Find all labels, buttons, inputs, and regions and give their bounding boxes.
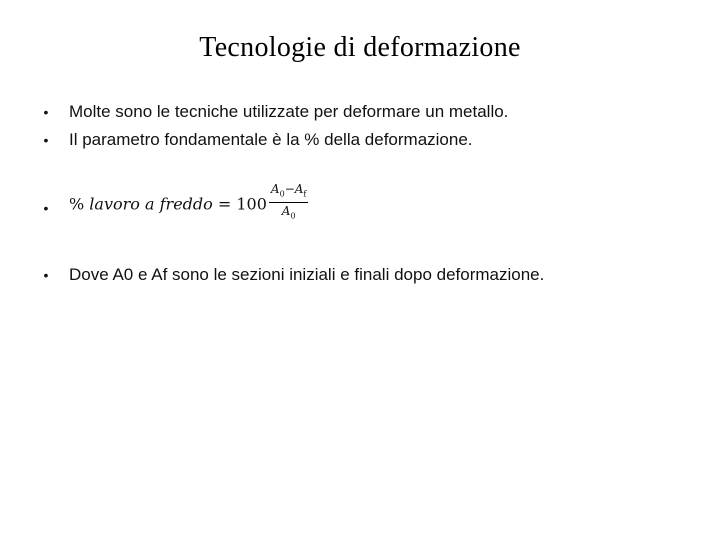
numerator-minus: − bbox=[284, 182, 295, 196]
numerator-b: A bbox=[294, 182, 304, 196]
bullet-item bbox=[0, 261, 720, 289]
bullet-marker: • bbox=[43, 132, 49, 148]
numerator-a: A bbox=[270, 182, 280, 196]
bullet-marker: • bbox=[43, 200, 49, 216]
formula-equals: = bbox=[217, 194, 232, 214]
bullet-marker: • bbox=[43, 267, 49, 283]
numerator-a-sub: 0 bbox=[279, 189, 285, 199]
formula-coefficient: 100 bbox=[236, 194, 267, 214]
bullet-marker: • bbox=[43, 104, 49, 120]
numerator-b-sub: f bbox=[303, 189, 307, 199]
formula-percent: % bbox=[69, 194, 85, 214]
bullet-item bbox=[0, 98, 720, 126]
bullet-text: Molte sono le tecniche utilizzate per deformare un metallo. bbox=[69, 102, 509, 121]
bullet-text: Il parametro fondamentale è la % della deformazione. bbox=[69, 130, 473, 149]
formula-lhs: lavoro a freddo bbox=[89, 194, 213, 214]
denominator-a: A bbox=[281, 204, 291, 219]
bullet-item bbox=[0, 126, 720, 154]
formula-numerator bbox=[269, 182, 308, 203]
slide-title: Tecnologie di deformazione bbox=[199, 32, 521, 63]
formula-denominator bbox=[269, 203, 308, 223]
formula-fraction bbox=[269, 182, 308, 224]
formula bbox=[69, 184, 308, 234]
bullet-item-formula bbox=[0, 182, 720, 222]
denominator-sub: 0 bbox=[290, 211, 296, 221]
bullet-text: Dove A0 e Af sono le sezioni iniziali e finali dopo deformazione. bbox=[69, 265, 545, 284]
